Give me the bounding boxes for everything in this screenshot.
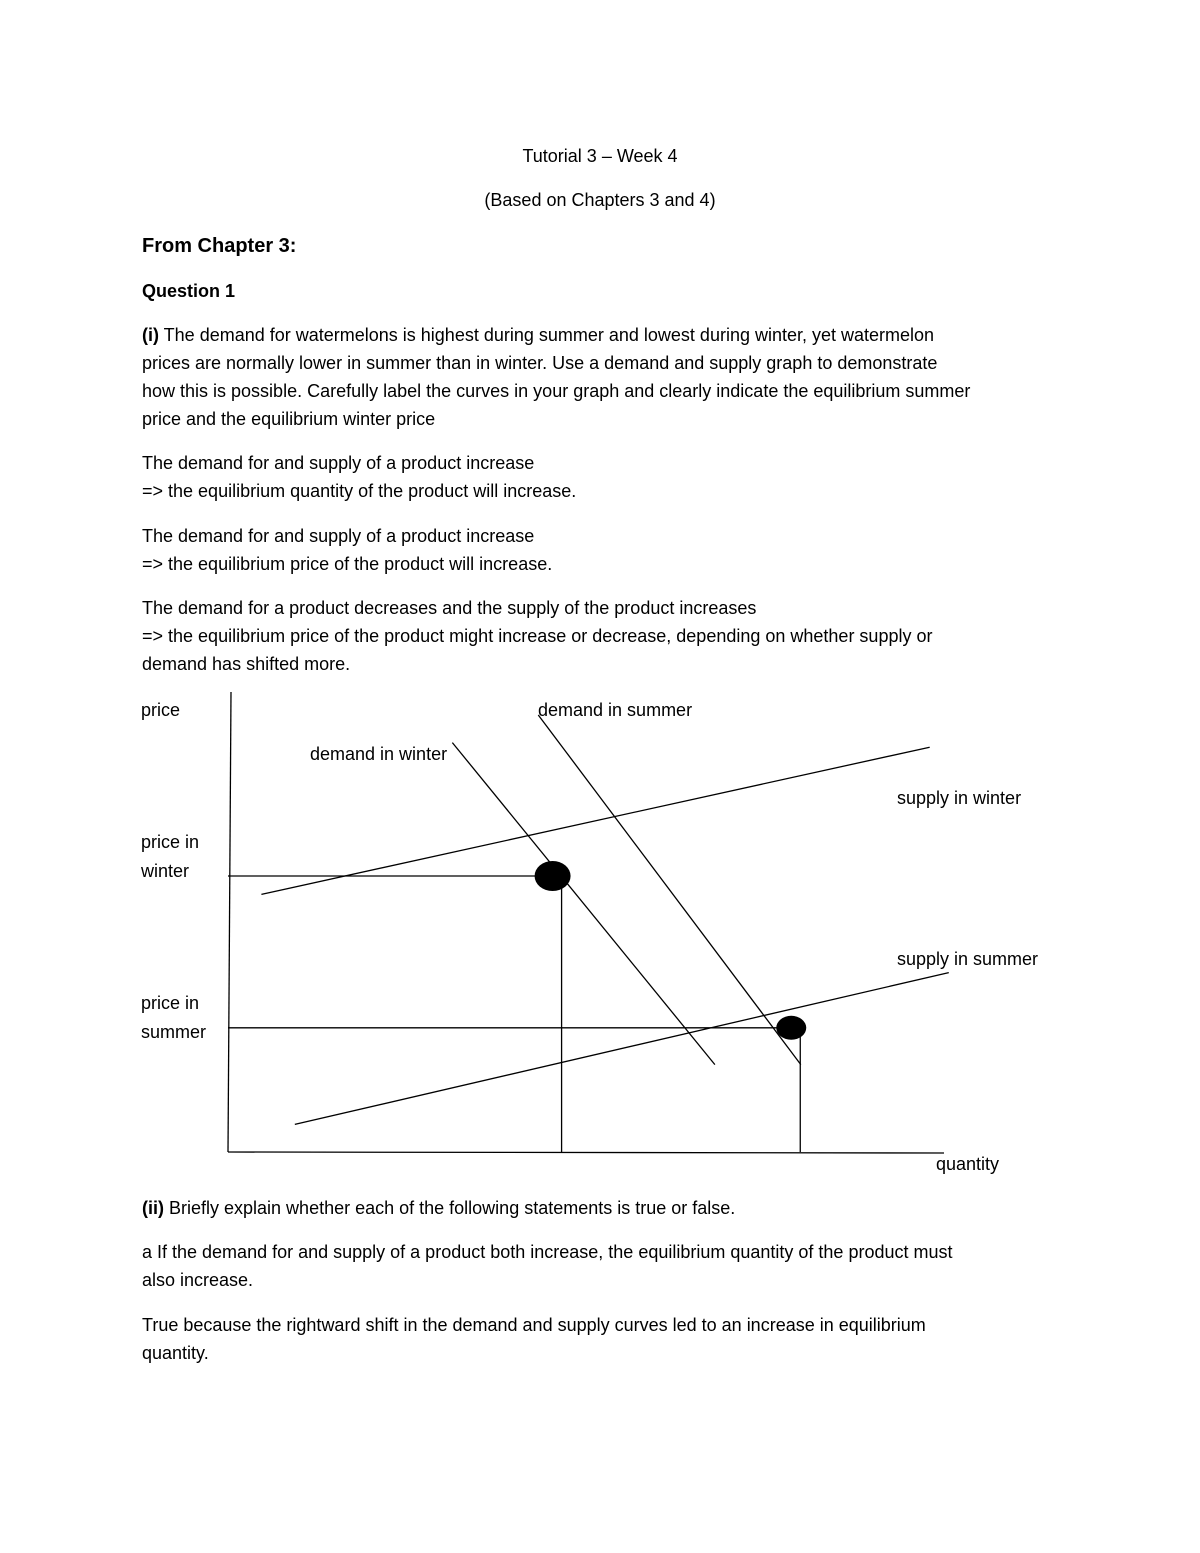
equilibrium-summer-point [776,1016,806,1040]
note-1-line-2: => the equilibrium quantity of the product will increase. [142,481,577,501]
page-title: Tutorial 3 – Week 4 [522,146,678,166]
part-i-text-1: The demand for watermelons is highest during summer and lowest during winter, yet watermelon [159,325,935,345]
statement-a-line-1: a If the demand for and supply of a product both increase, the equilibrium quantity of the product must [142,1242,953,1262]
equilibrium-winter-point [535,861,571,891]
supply-winter-label: supply in winter [897,788,1022,808]
part-ii-marker: (ii) [142,1198,164,1218]
statement-a-line-2: also increase. [142,1270,254,1290]
x-axis [228,1152,944,1153]
note-2-line-1: The demand for and supply of a product increase [142,526,535,546]
supply-in-summer-curve [295,973,949,1125]
page-subtitle: (Based on Chapters 3 and 4) [484,190,716,210]
y-axis-label: price [141,700,181,720]
answer-a-line-1: True because the rightward shift in the demand and supply curves led to an increase in equilibrium [142,1315,926,1335]
supply-summer-label: supply in summer [897,949,1039,969]
note-3-line-2: => the equilibrium price of the product might increase or decrease, depending on whether supply or [142,626,933,646]
section-heading: From Chapter 3: [142,235,297,257]
note-1-line-1: The demand for and supply of a product increase [142,453,535,473]
part-i-marker: (i) [142,325,159,345]
part-ii-text: Briefly explain whether each of the following statements is true or false. [164,1198,736,1218]
y-axis [228,692,231,1152]
demand-in-summer-curve [538,715,801,1065]
demand-winter-label: demand in winter [310,744,448,764]
part-i-line-2: prices are normally lower in summer than in winter. Use a demand and supply graph to demonstrate [142,353,938,373]
part-ii-line [142,1194,735,1222]
supply-in-winter-curve [261,747,929,894]
note-2-line-2: => the equilibrium price of the product will increase. [142,554,553,574]
demand-summer-label: demand in summer [538,700,693,720]
price-winter-label-2: winter [141,861,190,881]
question-heading: Question 1 [142,281,236,301]
note-3-line-3: demand has shifted more. [142,654,351,674]
part-i-line-3: how this is possible. Carefully label the curves in your graph and clearly indicate the equilibrium summer [142,381,971,401]
price-winter-label-1: price in [141,832,200,852]
part-i-line-4: price and the equilibrium winter price [142,409,436,429]
x-axis-label: quantity [936,1154,1000,1174]
answer-a-line-2: quantity. [142,1343,209,1363]
demand-in-winter-curve [452,743,715,1065]
price-summer-label-1: price in [141,993,200,1013]
price-summer-label-2: summer [141,1022,207,1042]
note-3-line-1: The demand for a product decreases and the supply of the product increases [142,598,757,618]
